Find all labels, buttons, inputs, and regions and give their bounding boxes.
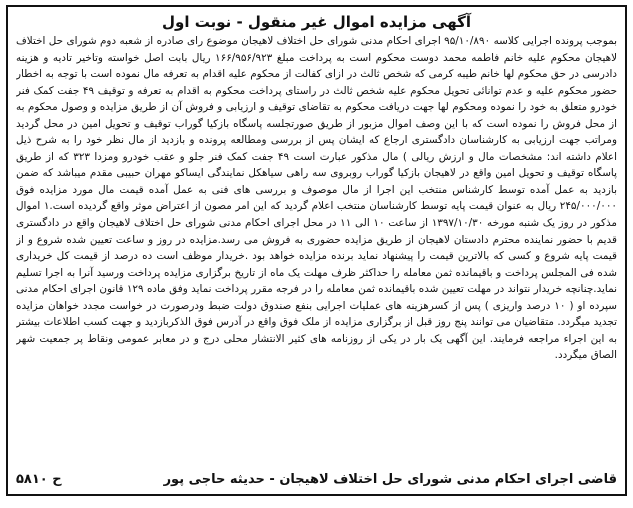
notice-body: بموجب پرونده اجرایی کلاسه ۹۵/۱۰/۸۹۰ اجرای احکام مدنی شورای حل اختلاف لاهیجان موضوع رای صادره از شعبه دوم شورای حل اختلاف لاهیجان محکوم علیه خانم فاطمه محمد دوست محکوم است به پرداخت مبلغ ۱۶۶/۹۵۶/۹۲۳ ریال بابت اصل خواسته وتاخیر تادیه و هزینه دادرسی در حق محکوم لها خانم طیبه کرمی که شخص ثالث در ازای کفالت از محکوم علیه اقدام به تعرفه مال نموده است با توجه به اخطار حضور محکوم علیه و عدم توانائی تحویل محکوم علیه شخص ثالث در راستای پرداخت محکوم به اقدام به تعرفه و توقیف ۴۹ جفت کمک فنر خودرو متعلق به خود را نموده ومحکوم لها جهت دریافت محکوم به تقاضای توقیف و ارزیابی و فروش آن از طریق مزایده و وصول محکوم به از محل فروش را نموده است که با این وصف اموال مزبور از طریق صورتجلسه پاسگاه بازکیا گوراب توقیف و تحویل امین در محل گردید ومراتب جهت ارزیابی به کارشناسان دادگستری ارجاع که ایشان پس از بررسی ومطالعه پرونده و بازدید از مال نظر خود را به شرح ذیل اعلام داشته اند: مشخصات مال و ارزش ریالی ) مال مذکور عبارت است ۴۹ جفت کمک فنر جلو و عقب خودرو ومزدا ۳۲۳ که از طریق پاسگاه توقیف و تحویل امین واقع در لاهیجان بازکیا گوراب روبروی سه راهی سیاهکل نمایندگی ایساکو مهران حبیبی مقدم میباشد که ضمن بازدید به عمل آمده توسط کارشناس منتخب این اجرا از مال موصوف و بررسی های فنی به عمل آمده قیمت مال مورد مزایده فوق ۲۴۵/۰۰۰/۰۰۰ ریال به عنوان قیمت پایه توسط کارشناسان منتخب اعلام گردید که این امر مصون از اعتراض موثر واقع گردیده است.۱ اموال مذکور در روز یک شنبه مورخه ۱۳۹۷/۱۰/۳۰ از ساعت ۱۰ الی ۱۱ در محل اجرای احکام مدنی شورای حل اختلاف لاهیجان واقع در دادگستری قدیم با حضور نماینده محترم دادستان لاهیجان از طریق مزایده حضوری به فروش می رسد.مزایده در روز و ساعت تعیین شده شروع و از قیمت پایه شروع و کسی که بالاترین قیمت را پیشنهاد نماید برنده مزایده خواهد بود .خریدار موظف است ده درصد از قیمت کل خریداری شده فی المجلس پرداخت و باقیمانده ثمن معامله را حداکثر ظرف مهلت یک ماه از تاریخ برگزاری مزایده پرداخت ورسید آنرا به اجرا تسلیم نماید.چنانچه خریدار نتواند در مهلت تعیین شده باقیمانده ثمن معامله را در فرجه مقرر پرداخت نماید وفق ماده ۱۲۹ قانون اجرای احکام مدنی سپرده او ( ۱۰ درصد واریزی ) پس از کسرهزینه های عملیات اجرایی بنفع صندوق دولت ضبط ودرصورت در خواست مجدد خواهان مزایده تجدید میگردد. متقاضیان می توانند پنج روز قبل از برگزاری مزایده از ملک فوق واقع در آدرس فوق الذکربازدید و جهت کسب اطلاعات بیشتر به این اجراء مراجعه فرمایند. این آگهی یک بار در یکی از روزنامه های کثیر الانتشار محلی درج و در معابر عمومی ونقاط پر جمعیت شهر الصاق میگردد. [16,35,617,362]
notice-reference: ح ۵۸۱۰ [16,472,62,487]
auction-notice [6,5,627,496]
notice-title: آگهی مزایده اموال غیر منقول - نوبت اول [162,13,471,31]
notice-footer [16,470,617,490]
notice-signature: قاضی اجرای احکام مدنی شورای حل اختلاف لاهیجان - حدیثه حاجی پور [163,472,617,487]
